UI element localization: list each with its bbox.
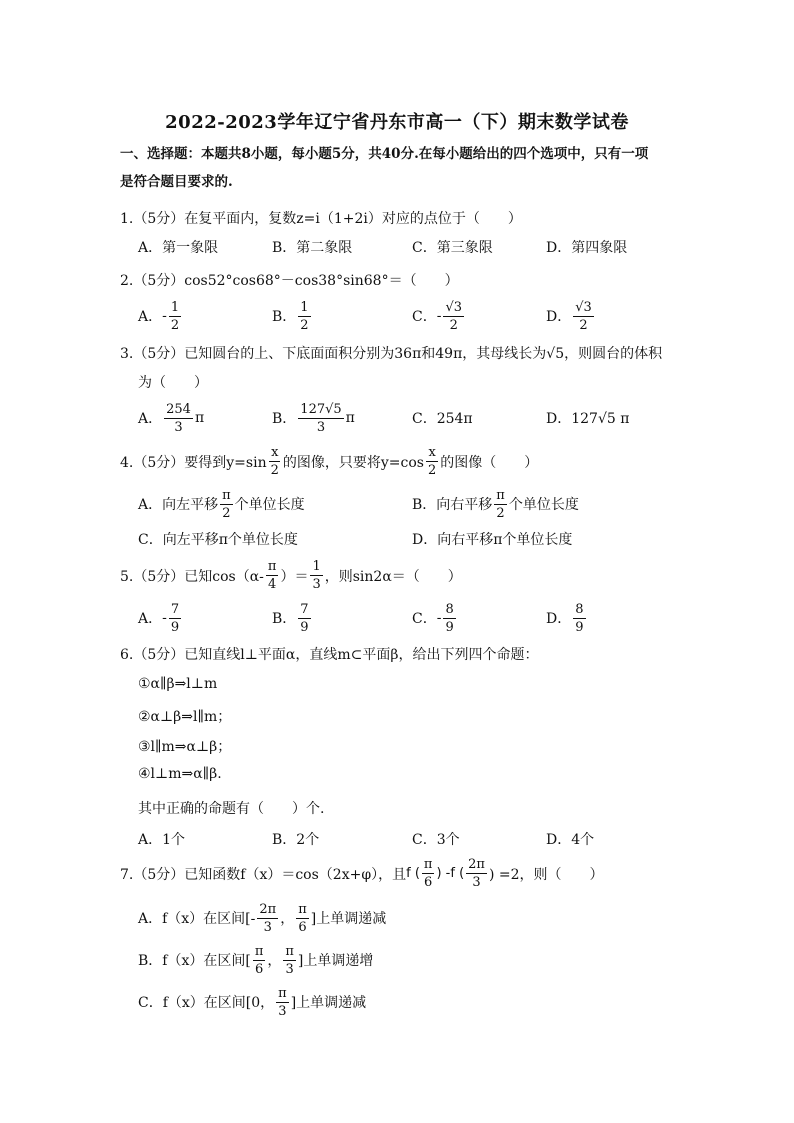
question-3-stem-line1: 3.（5分）已知圆台的上、下底面面积分别为36π和49π，其母线长为√5，则圆台的体积 [120,346,663,362]
q7-c-tail: ]上单调递减 [290,995,367,1011]
q4-b-text: B．向右平移 [412,497,493,513]
q3-a-den: 3 [174,419,183,435]
q1-option-b: B．第二象限 [272,240,353,256]
q5-a-sign: - [162,610,167,626]
q4-b-fraction [494,489,507,520]
q5-a-label: A． [138,611,163,627]
q5-stem-a: 5.（5分）已知cos（α- [120,568,264,585]
q1-option-d: D．第四象限 [546,240,628,256]
q5-d-fraction [573,603,585,634]
q6-proposition-3: ③l∥m⇒α⊥β； [138,739,232,755]
q2-a-num: 1 [170,299,180,315]
q3-b-fraction [298,403,343,434]
q5-stem-fraction-2 [310,560,322,591]
q5-c-label: C． [412,611,437,627]
q5-b-num: 7 [300,601,309,617]
question-4-options-row1 [138,484,658,524]
question-4-options-row2 [138,522,658,556]
q6-question: 其中正确的命题有（ ）个. [138,801,325,817]
q7-stem-den1: 6 [424,875,433,890]
question-6-options [138,822,658,856]
q7-a-num1: 2π [259,901,277,917]
q2-c-num: √3 [445,299,463,315]
q7-option-a-row [138,898,658,938]
q2-d-label: D． [546,309,572,325]
q6-option-a: A．1个 [138,832,186,848]
q4-stem-fraction-1 [269,446,281,477]
q3-option-d: D．127√5 π [546,411,630,427]
q5-c-sign: - [436,610,442,626]
q6-option-c: C．3个 [412,832,460,848]
q7-b-tail: ]上单调递增 [297,953,374,969]
q7-stem-fraction-1 [422,858,435,889]
q4-option-b [412,484,579,524]
q7-b-num1: π [254,943,264,959]
q5-c-den: 9 [445,619,454,635]
q7-c-den: 3 [278,1003,287,1019]
q7-a-num2: π [298,901,307,917]
q3-b-label: B． [272,411,297,427]
q3-a-label: A． [138,411,163,427]
q2-option-c [412,296,466,336]
q7-b-fraction-1 [253,945,266,976]
question-7-stem [120,858,604,889]
q4-stem-b: 的图像，只要将y=cos [282,454,424,471]
question-4-stem [120,446,538,477]
q4-stem-num2: x [428,445,436,460]
q3-option-b [272,398,355,438]
q7-c-num: π [278,985,287,1001]
q2-c-sign: - [436,308,442,324]
q7-b-text: B．f（x）在区间[ [138,953,251,969]
q2-option-a [138,296,183,336]
q7-stem-mid: ) -f ( [436,866,465,881]
q4-a-tail: 个单位长度 [234,497,305,513]
q7-stem-a: 7.（5分）已知函数f（x）＝cos（2x+φ），且 [120,866,407,883]
q7-stem-den2: 3 [472,875,481,890]
q5-stem-num2: 1 [312,559,321,574]
q5-stem-den2: 3 [312,577,321,592]
q7-a-fraction-2 [296,903,309,934]
q5-option-a [138,598,183,638]
q2-d-fraction [573,301,594,332]
q5-b-den: 9 [300,619,309,635]
q3-a-fraction [164,403,193,434]
q4-b-num: π [496,487,505,503]
q5-b-fraction [298,603,310,634]
q2-d-num: √3 [575,299,592,315]
q7-a-den2: 6 [298,919,307,935]
q5-a-num: 7 [170,601,180,617]
q7-option-b-row [138,940,658,980]
q7-a-sep: ， [280,911,295,927]
q4-b-den: 2 [496,505,505,521]
q5-b-label: B． [272,611,297,627]
q5-c-num: 8 [445,601,454,617]
question-3-stem-line2: 为（ ） [138,375,208,391]
q3-option-c: C．254π [412,411,473,427]
page-title: 2022-2023学年辽宁省丹东市高一（下）期末数学试卷 [165,112,629,133]
q7-b-den1: 6 [254,961,264,977]
q6-option-d: D．4个 [546,832,595,848]
section-heading-line2: 是符合题目要求的. [120,174,233,190]
q7-option-a [138,898,386,938]
q2-b-fraction [298,301,310,332]
q5-stem-den1: 4 [268,577,277,592]
q2-option-d [546,296,596,336]
question-6-stem: 6.（5分）已知直线l⊥平面α，直线m⊂平面β，给出下列四个命题： [120,647,539,663]
q5-option-b [272,598,313,638]
q5-stem-num1: π [267,559,277,574]
q7-stem-num1: π [423,857,433,872]
question-5-stem [120,560,462,591]
q5-c-fraction [443,603,455,634]
q7-option-b [138,940,373,980]
q5-d-num: 8 [575,601,584,617]
q5-d-den: 9 [575,619,584,635]
question-3-options [138,398,658,438]
q7-b-sep: ， [267,953,282,969]
q2-a-den: 2 [170,317,180,333]
q2-option-b [272,296,313,336]
q2-b-label: B． [272,309,297,325]
q1-option-c: C．第三象限 [412,240,493,256]
q4-stem-a: 4.（5分）要得到y=sin [120,454,267,471]
q5-stem-c: ，则sin2α＝（ ） [324,568,462,585]
q2-a-fraction [169,301,181,332]
q5-stem-b: ）＝ [280,568,309,585]
q7-stem-f1: f ( [406,866,420,881]
q2-b-num: 1 [300,299,309,315]
q4-option-d: D．向右平移π个单位长度 [412,532,573,548]
q7-stem-num2: 2π [468,857,485,872]
q4-a-num: π [222,487,231,503]
q4-stem-den2: 2 [427,463,437,478]
q3-b-den: 3 [316,419,326,435]
q3-b-num: 127√5 [300,401,342,417]
question-1-stem: 1.（5分）在复平面内，复数z=i（1+2i）对应的点位于（ ） [120,211,522,227]
question-1-options [138,230,658,264]
q4-stem-fraction-2 [426,446,438,477]
section-heading-line1: 一、选择题：本题共8小题，每小题5分，共40分.在每小题给出的四个选项中，只有一项 [120,146,649,162]
q7-a-den1: 3 [263,919,272,935]
q4-option-a [138,484,305,524]
q2-b-den: 2 [300,317,309,333]
q4-stem-den1: 2 [270,463,279,478]
q5-a-fraction [169,603,181,634]
q5-option-d [546,598,588,638]
q3-option-a [138,398,204,438]
q4-a-fraction [220,489,233,520]
q4-a-text: A．向左平移 [138,497,219,513]
q6-option-b: B．2个 [272,832,320,848]
question-5-options [138,598,658,638]
q2-c-den: 2 [449,317,458,333]
q4-stem-num1: x [271,445,279,460]
q3-a-tail: π [194,410,205,426]
q7-c-text: C．f（x）在区间[0， [138,995,275,1011]
q2-a-label: A． [138,309,163,325]
q7-stem-b: ) =2，则（ ） [488,866,604,883]
q2-a-sign: - [162,308,167,324]
question-2-stem: 2.（5分）cos52°cos68°－cos38°sin68°＝（ ） [120,273,459,289]
question-2-options [138,296,658,336]
q2-c-fraction [443,301,464,332]
q5-a-den: 9 [170,619,180,635]
q7-option-c [138,982,366,1022]
q7-a-fraction-1 [257,903,278,934]
q2-c-label: C． [412,309,437,325]
q2-d-den: 2 [579,317,588,333]
q6-proposition-1: ①α∥β⇒l⊥m [138,676,218,692]
q7-b-num2: π [285,943,294,959]
q7-a-tail: ]上单调递减 [310,911,387,927]
q6-proposition-2: ②α⊥β⇒l∥m； [138,709,232,725]
section-heading [120,140,680,196]
q7-c-fraction [276,987,289,1018]
q4-option-c: C．向左平移π个单位长度 [138,532,298,548]
q7-option-c-row [138,982,658,1022]
q4-a-den: 2 [222,505,231,521]
q7-a-text: A．f（x）在区间[- [138,911,256,927]
q3-a-num: 254 [166,401,191,417]
q7-stem-fraction-2 [466,858,487,889]
q6-proposition-4: ④l⊥m⇒α∥β. [138,766,222,782]
q4-stem-c: 的图像（ ） [440,454,539,471]
q7-b-den2: 3 [285,961,294,977]
q7-b-fraction-2 [283,945,296,976]
q3-b-tail: π [345,410,355,426]
q1-option-a: A．第一象限 [138,240,219,256]
q5-stem-fraction-1 [266,560,279,591]
q5-option-c [412,598,458,638]
q4-b-tail: 个单位长度 [508,497,579,513]
q5-d-label: D． [546,611,572,627]
